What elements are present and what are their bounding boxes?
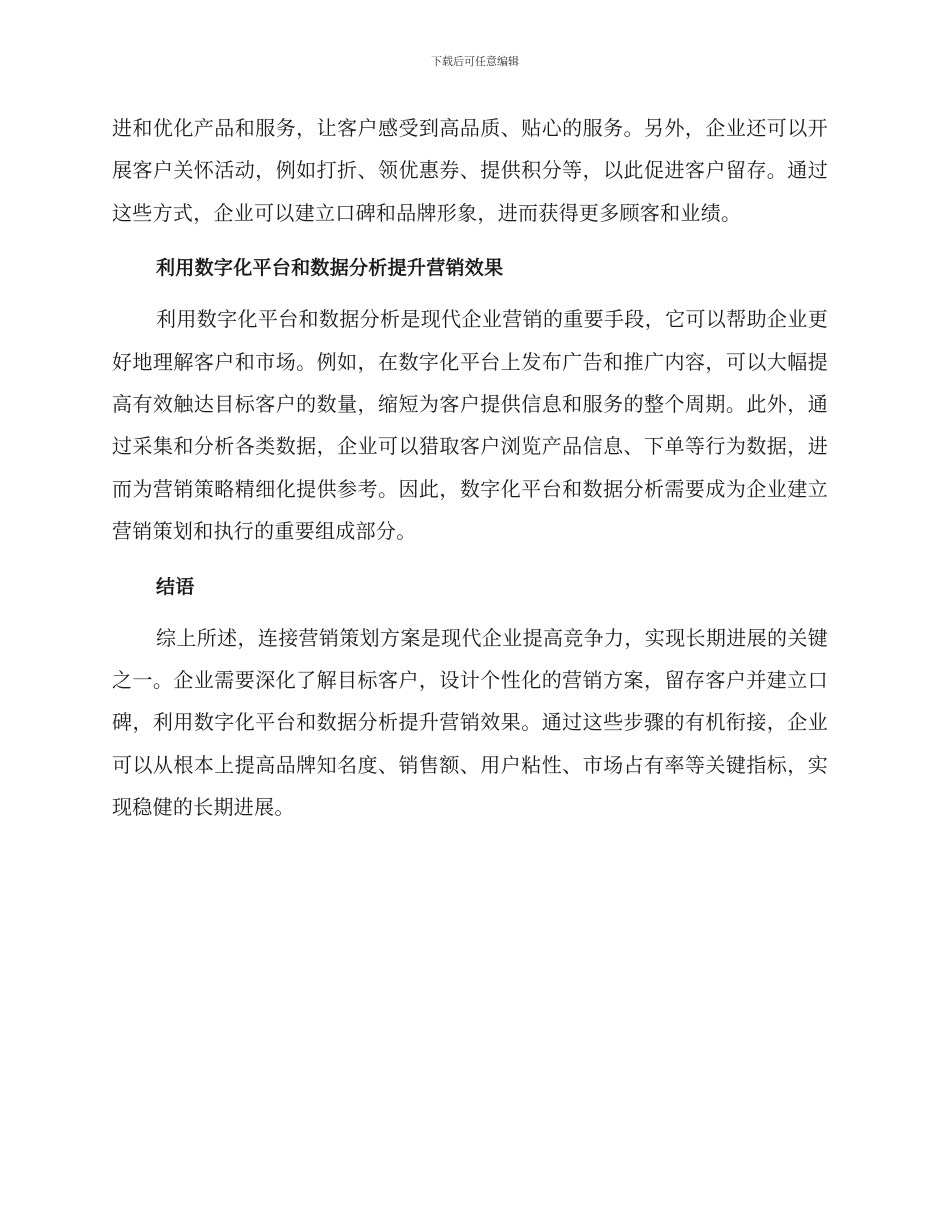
paragraph-digital-platform: 利用数字化平台和数据分析是现代企业营销的重要手段，它可以帮助企业更好地理解客户和市场。例如，在数字化平台上发布广告和推广内容，可以大幅提高有效触达目标客户的数量，缩短为客户提供信息和服务的整个周期。此外，通过采集和分析各类数据，企业可以猎取客户浏览产品信息、下单等行为数据，进而为营销策略精细化提供参考。因此，数字化平台和数据分析需要成为企业建立营销策划和执行的重要组成部分。 <box>112 307 828 544</box>
section-heading-conclusion: 结语 <box>156 575 195 598</box>
paragraph-conclusion: 综上所述，连接营销策划方案是现代企业提高竞争力，实现长期进展的关键之一。企业需要深化了解目标客户，设计个性化的营销方案，留存客户并建立口碑，利用数字化平台和数据分析提升营销效果。通过这些步骤的有机衔接，企业可以从根本上提高品牌知名度、销售额、用户粘性、市场占有率等关键指标，实现稳健的长期进展。 <box>112 625 828 820</box>
paragraph-continuation: 进和优化产品和服务，让客户感受到高品质、贴心的服务。另外，企业还可以开展客户关怀活动，例如打折、领优惠券、提供积分等，以此促进客户留存。通过这些方式，企业可以建立口碑和品牌形象，进而获得更多顾客和业绩。 <box>112 116 828 225</box>
page-header-note: 下载后可任意编辑 <box>431 55 519 68</box>
document-body <box>112 107 828 829</box>
section-heading-digital-platform: 利用数字化平台和数据分析提升营销效果 <box>156 257 504 280</box>
